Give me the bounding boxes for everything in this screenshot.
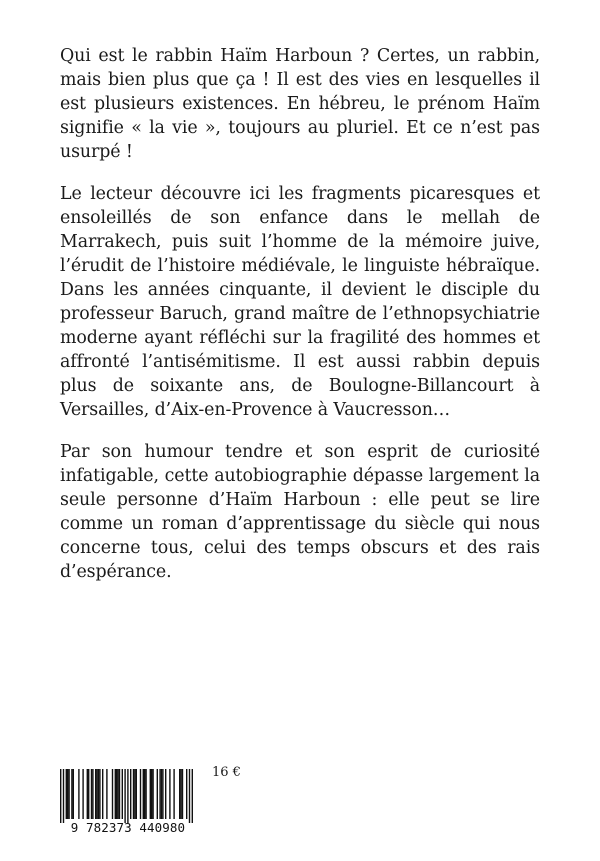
- barcode-bar: [67, 769, 68, 819]
- barcode-bar: [71, 769, 72, 819]
- barcode-bar: [157, 769, 158, 819]
- back-cover-text: [60, 44, 540, 602]
- barcode-bar: [145, 769, 146, 819]
- barcode-bar: [60, 769, 61, 823]
- paragraph-biography: Le lecteur découvre ici les fragments picaresques et ensoleillés de son enfance dans le mellah de Marrakech, puis suit l’homme de la mémoire juive, l’érudit de l’histoire médiévale, le linguiste hébraïque. Dans les années cinquante, il devient le disciple du professeur Baruch, grand maître de l’ethnopsychiatrie moderne ayant réfléchi sur la fragilité des hommes et affronté l’antisémitisme. Il est aussi rabbin depuis plus de soixante ans, de Boulogne-Billancourt à Versailles, d’Aix-en-Provence à Vaucresson…: [60, 184, 540, 420]
- barcode-bar: [143, 769, 144, 819]
- barcode-bars: [58, 769, 198, 823]
- barcode-bar: [116, 769, 117, 819]
- barcode-bar: [73, 769, 74, 819]
- barcode-bar: [66, 769, 67, 819]
- barcode-bar: [140, 769, 141, 819]
- barcode-bar: [136, 769, 137, 819]
- barcode-bar: [96, 769, 97, 819]
- barcode-bar: [161, 769, 162, 819]
- barcode-bar: [95, 769, 96, 819]
- barcode-bar: [99, 769, 100, 819]
- barcode-bar: [117, 769, 118, 819]
- barcode-bar: [133, 769, 134, 819]
- barcode-bar: [173, 769, 174, 819]
- barcode-bar: [165, 769, 166, 819]
- barcode-bar: [106, 769, 107, 819]
- barcode-bar: [151, 769, 152, 819]
- price-label: 16 €: [212, 765, 241, 780]
- barcode-bar: [124, 769, 125, 823]
- barcode-bar: [192, 769, 193, 823]
- barcode-bar: [92, 769, 93, 819]
- barcode-bar: [179, 769, 180, 819]
- barcode-bar: [68, 769, 69, 819]
- barcode-bar: [63, 769, 64, 823]
- barcode-bar: [87, 769, 88, 819]
- barcode-bar: [102, 769, 103, 819]
- barcode-bar: [152, 769, 153, 819]
- isbn-number: 9 782373 440980: [70, 820, 186, 835]
- barcode-bar: [82, 769, 83, 819]
- barcode-bar: [159, 769, 160, 819]
- barcode-bar: [186, 769, 187, 819]
- isbn-barcode: [58, 769, 198, 837]
- barcode-bar: [91, 769, 92, 819]
- barcode-bar: [150, 769, 151, 819]
- barcode-bar: [98, 769, 99, 819]
- paragraph-intro: Qui est le rabbin Haïm Harboun ? Certes, un rabbin, mais bien plus que ça ! Il est des vies en lesquelles il est plusieurs existences. En hébreu, le prénom Haïm signifie « la vie », toujours au pluriel. Et ce n’est pas usurpé !: [60, 46, 540, 162]
- barcode-bar: [134, 769, 135, 819]
- barcode-bar: [122, 769, 123, 819]
- barcode-bar: [189, 769, 190, 823]
- barcode-bar: [88, 769, 89, 819]
- barcode-bar: [119, 769, 120, 819]
- barcode-bar: [115, 769, 116, 819]
- barcode-bar: [180, 769, 181, 819]
- barcode-bar: [112, 769, 113, 819]
- barcode-bar: [130, 769, 131, 819]
- paragraph-conclusion: Par son humour tendre et son esprit de curiosité infatigable, cette autobiographie dépasse largement la seule personne d’Haïm Harboun : elle peut se lire comme un roman d’apprentissage du siècle qui nous concerne tous, celui des temps obscurs et des rais d’espérance.: [60, 442, 540, 582]
- barcode-bar: [162, 769, 163, 819]
- barcode-bar: [182, 769, 183, 819]
- barcode-bar: [144, 769, 145, 819]
- barcode-bar: [78, 769, 79, 819]
- barcode-bar: [127, 769, 128, 823]
- barcode-bar: [169, 769, 170, 819]
